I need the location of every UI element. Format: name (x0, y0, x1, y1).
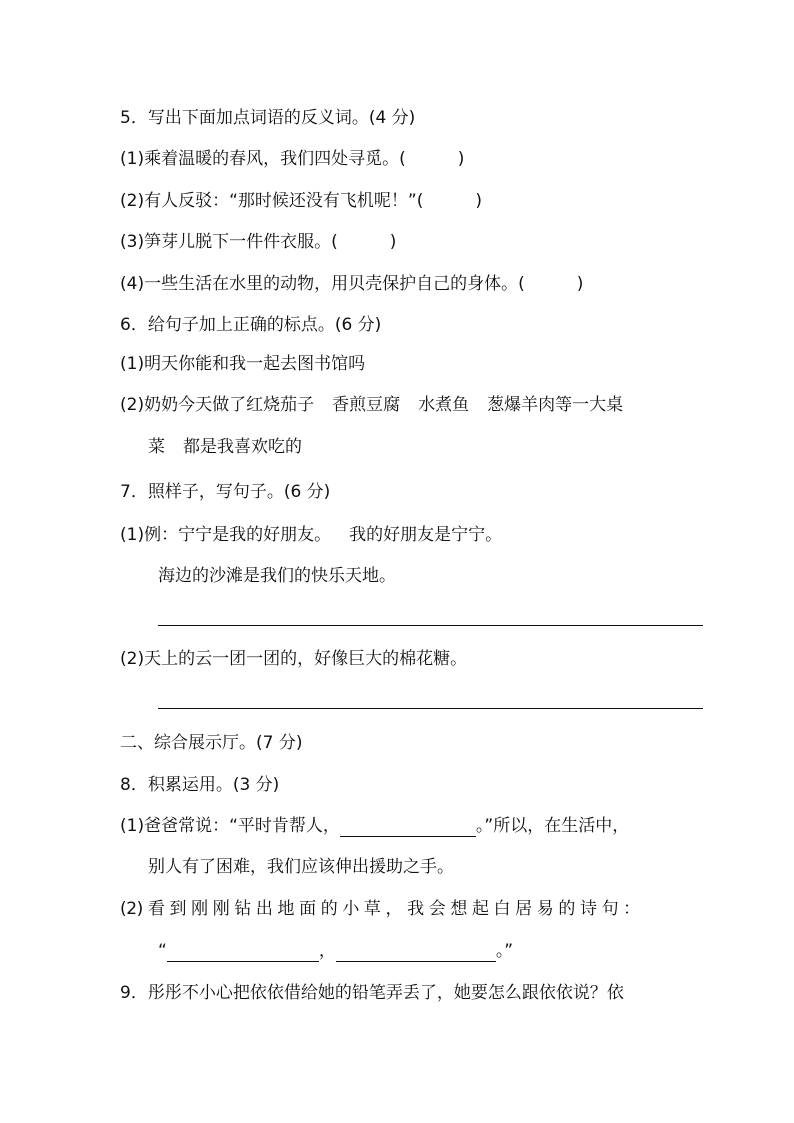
text-part: 香煎豆腐 (332, 395, 401, 415)
item-close: ) (475, 191, 482, 211)
question-9-title: 9．彤彤不小心把依依借给她的铅笔弄丢了，她要怎么跟依依说？依 (120, 983, 624, 1003)
question-5-item-4 (120, 273, 583, 295)
item-close: ) (457, 149, 465, 169)
item-text: (3)笋芽儿脱下一件件衣服。( (120, 232, 338, 252)
question-5-item-3 (120, 231, 396, 253)
question-8-item-1 (120, 815, 629, 837)
question-5-item-2 (120, 190, 482, 212)
fill-blank[interactable] (167, 941, 319, 962)
item-close: ) (576, 274, 584, 294)
question-6-item-2 (120, 394, 623, 416)
text-part: 水煮鱼 (418, 395, 470, 415)
fill-blank[interactable] (336, 941, 496, 962)
item-close: ) (389, 232, 397, 252)
question-7-example (120, 524, 502, 546)
question-7-task-1: 海边的沙滩是我们的快乐天地。 (158, 566, 396, 586)
item-text: (1)乘着温暖的春风，我们四处寻觅。( (120, 149, 406, 169)
question-5-title: 5．写出下面加点词语的反义词。(4 分) (120, 108, 416, 128)
example-label: (1)例：宁宁是我的好朋友。 (120, 525, 332, 545)
close-quote: 。” (495, 941, 514, 961)
item-text-before: (1)爸爸常说：“平时肯帮人， (120, 816, 340, 836)
item-text: (2)有人反驳：“那时候还没有飞机呢！”( (120, 191, 424, 211)
question-8-title: 8．积累运用。(3 分) (120, 775, 280, 795)
question-6-item-2-continued (148, 436, 302, 458)
item-text-after: 。”所以，在生活中， (475, 816, 630, 836)
section-2-title: 二、综合展示厅。(7 分) (120, 733, 303, 753)
question-8-item-1-continued: 别人有了困难，我们应该伸出援助之手。 (148, 857, 454, 877)
question-7-task-2: (2)天上的云一团一团的，好像巨大的棉花糖。 (120, 649, 468, 669)
answer-line-1[interactable] (158, 625, 703, 626)
open-quote: “ (158, 941, 167, 961)
question-8-item-2-blanks (158, 940, 513, 962)
text-part: 菜 (148, 437, 165, 457)
answer-line-2[interactable] (158, 708, 703, 709)
question-8-item-2: (2) 看 到 刚 刚 钻 出 地 面 的 小 草 ， 我 会 想 起 白 居 易 的 诗 句 ： (120, 899, 640, 919)
example-answer: 我的好朋友是宁宁。 (349, 525, 503, 545)
item-text: (4)一些生活在水里的动物，用贝壳保护自己的身体。( (120, 274, 525, 294)
text-part: 葱爆羊肉等一大桌 (487, 395, 624, 415)
question-6-item-1: (1)明天你能和我一起去图书馆吗 (120, 354, 366, 374)
text-part: (2)奶奶今天做了红烧茄子 (120, 395, 315, 415)
text-part: 都是我喜欢吃的 (183, 437, 302, 457)
comma: ， (318, 941, 336, 961)
question-6-title: 6．给句子加上正确的标点。(6 分) (120, 315, 382, 335)
fill-blank[interactable] (340, 816, 476, 837)
question-7-title: 7．照样子，写句子。(6 分) (120, 482, 331, 502)
question-5-item-1 (120, 148, 464, 170)
